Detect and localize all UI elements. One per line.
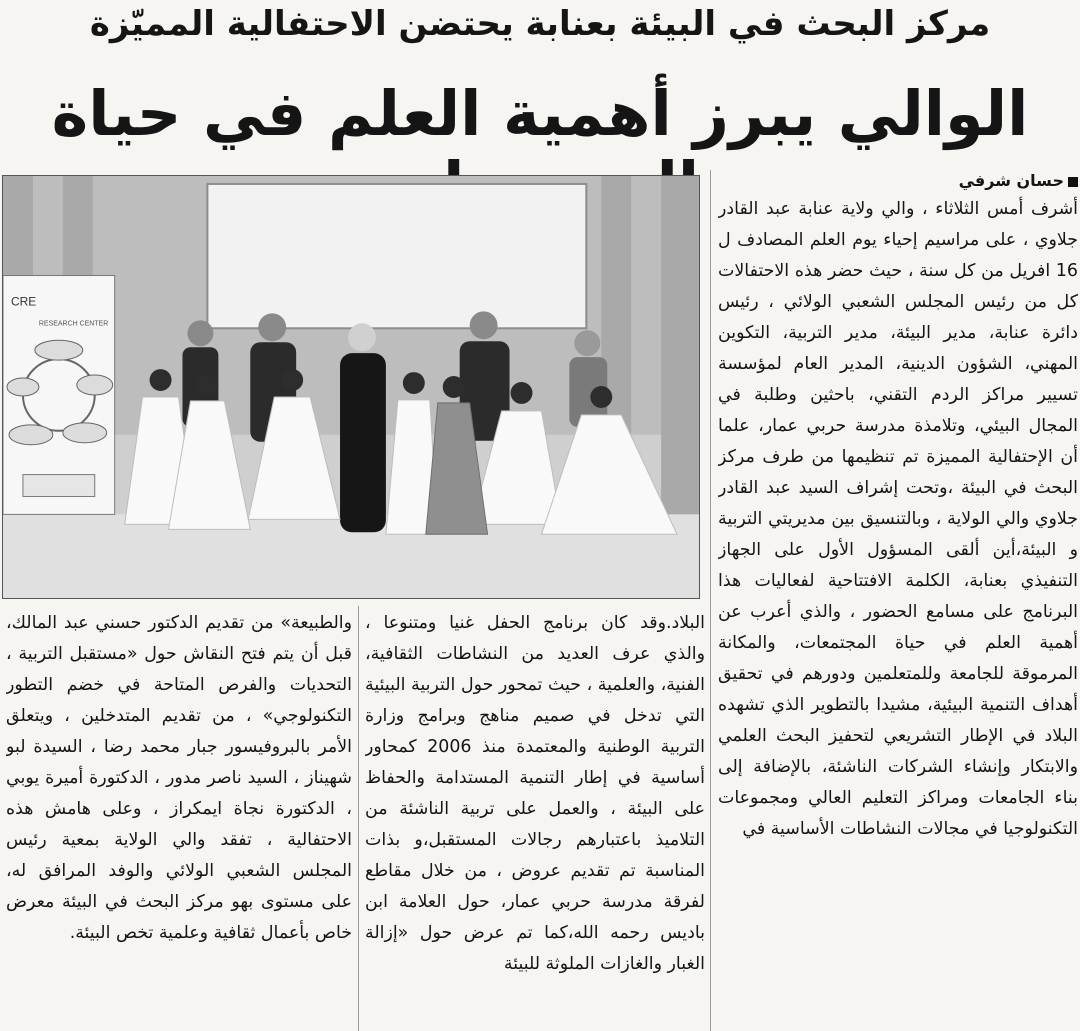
svg-text:RESEARCH CENTER: RESEARCH CENTER (38, 320, 109, 328)
column-rule-left (358, 606, 359, 1031)
article-photo (2, 175, 700, 599)
svg-text:CRE: CRE (10, 294, 37, 309)
column-rule-right (710, 170, 711, 1031)
article-body-middle: البلاد.وقد كان برنامج الحفل غنيا ومتنوعا ، والذي عرف العديد من النشاطات الثقافية، الفنية، والعلمية ، حيث تمحور حول التربية البيئية التي تدخل في صميم مناهج وبرامج وزارة التربية الوطنية والمعتمدة منذ 2006 كمحاور أساسية في إطار التنمية المستدامة والحفاظ على البيئة ، والعمل على تربية الناشئة من التلاميذ باعتبارهم رجالات المستقبل،و بذات المناسبة تم تقديم عروض ، من خلال مقاطع لفرقة مدرسة حربي عمار، حول العلامة ابن باديس رحمه الله،كما تم عرض حول «إزالة الغبار والغازات الملوثة للبيئة (365, 613, 705, 974)
article-headline: الوالي يبرز أهمية العلم في حياة (51, 77, 1029, 150)
article-kicker: مركز البحث في البيئة بعنابة يحتضن الاحتفالية المميّزة (89, 4, 991, 44)
article-column-middle (365, 608, 705, 1031)
poster-stand (3, 276, 115, 515)
article-body-left: والطبيعة» من تقديم الدكتور حسني عبد المالك، قبل أن يتم فتح النقاش حول «مستقبل التربية ، التحديات والفرص المتاحة في خضم التطور التكنولوجي» ، من تقديم المتدخلين ، ويتعلق الأمر بالبروفيسور جبار محمد رضا ، السيدة لبو شهيناز ، السيد ناصر مدور ، الدكتورة أميرة يوبي ، الدكتورة نجاة ايمكراز ، وعلى هامش هذه الاحتفالية ، تفقد والي الولاية بمعية رئيس المجلس الشعبي الولائي والوفد المرافق له، على مستوى بهو مركز البحث في البيئة معرض خاص بأعمال ثقافية وعلمية تخص البيئة. (6, 613, 352, 943)
author-name: حسان شرفي (958, 171, 1064, 190)
byline (718, 168, 1078, 194)
ceremony-photo-graphic (3, 176, 699, 598)
article-column-right (718, 168, 1078, 1031)
article-column-left (6, 608, 352, 1031)
square-bullet-icon (1068, 177, 1078, 187)
article-body-right: أشرف أمس الثلاثاء ، والي ولاية عنابة عبد القادر جلاوي ، على مراسيم إحياء يوم العلم المصادف ل 16 افريل من كل سنة ، حيث حضر هذه الاحتفالات كل من رئيس المجلس الشعبي الولائي ، رئيس دائرة عنابة، مدير البيئة، مدير التربية، التكوين المهني، الشؤون الدينية، المدير العام لمؤسسة تسيير مراكز الردم التقني، باحثين وطلبة في المجال البيئي، وتلامذة مدرسة حربي عمار، علما أن الإحتفالية المميزة تم تنظيمها من طرف مركز البحث في البيئة ،وتحت إشراف السيد عبد القادر جلاوي والي الولاية ، وبالتنسيق بين مديريتي التربية و البيئة،أين ألقى المسؤول الأول على الجهاز التنفيذي بعنابة، الكلمة الافتتاحية لفعاليات هذا البرنامج على مسامع الحضور ، والذي أعرب عن أهمية العلم في حياة المجتمعات، والمكانة المرموقة للجامعة وللمتعلمين ودورهم في تحقيق أهداف التنمية البيئية، مشيدا بالتطوير الذي تشهده البلاد في الإطار التشريعي لتحفيز البحث العلمي والابتكار وإنشاء الشركات الناشئة، بالإضافة إلى بناء الجامعات ومراكز التعليم العالي ومجموعات التكنولوجيا في مجالات النشاطات الأساسية في (718, 199, 1078, 839)
